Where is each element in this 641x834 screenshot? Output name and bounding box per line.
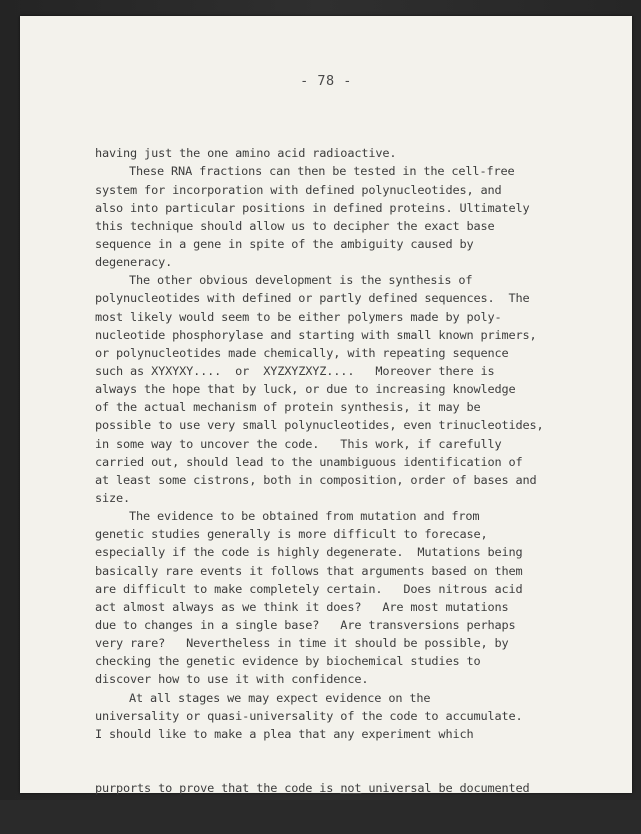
text-line: act almost always as we think it does? Are most mutations <box>95 599 509 614</box>
text-line: I should like to make a plea that any experiment which <box>95 726 474 741</box>
body-text <box>95 108 565 834</box>
text-line: this technique should allow us to decipher the exact base <box>95 218 495 233</box>
text-line: nucleotide phosphorylase and starting with small known primers, <box>95 327 537 342</box>
text-line: universality or quasi-universality of the code to accumulate. <box>95 708 523 723</box>
text-line: possible to use very small polynucleotides, even trinucleotides, <box>95 418 544 433</box>
text-line: These RNA fractions can then be tested in the cell-free <box>129 164 515 179</box>
text-line: carried out, should lead to the unambiguous identification of <box>95 454 523 469</box>
text-line: degeneracy. <box>95 255 173 270</box>
text-line: basically rare events it follows that arguments based on them <box>95 563 523 578</box>
text-line: also into particular positions in defined proteins. Ultimately <box>95 200 530 215</box>
text-line: At all stages we may expect evidence on the <box>129 690 431 705</box>
text-line: genetic studies generally is more difficult to forecase, <box>95 527 488 542</box>
text-line: of the actual mechanism of protein synthesis, it may be <box>95 400 481 415</box>
text-lines <box>95 144 565 743</box>
text-line: The other obvious development is the synthesis of <box>129 273 473 288</box>
text-line: at least some cistrons, both in composition, order of bases and <box>95 472 537 487</box>
text-line: most likely would seem to be either polymers made by poly- <box>95 309 502 324</box>
text-line: in some way to uncover the code. This work, if carefully <box>95 436 502 451</box>
text-line: size. <box>95 490 131 505</box>
text-line: having just the one amino acid radioactive. <box>95 146 397 161</box>
text-line: or polynucleotides made chemically, with repeating sequence <box>95 345 509 360</box>
text-line: especially if the code is highly degenerate. Mutations being <box>95 545 523 560</box>
underlined-word: not <box>340 781 362 796</box>
text-line: checking the genetic evidence by biochemical studies to <box>95 654 481 669</box>
text-line: system for incorporation with defined polynucleotides, and <box>95 182 502 197</box>
text-line: such as XYXYXY.... or XYZXYZXYZ.... Moreover there is <box>95 364 495 378</box>
text-line: always the hope that by luck, or due to increasing knowledge <box>95 382 516 397</box>
document-page <box>20 16 632 796</box>
page-number: - 78 - <box>300 73 352 89</box>
text-line-final <box>95 779 565 797</box>
text-line: very rare? Nevertheless in time it should be possible, by <box>95 636 509 651</box>
text-line: sequence in a gene in spite of the ambiguity caused by <box>95 237 474 252</box>
text-line: The evidence to be obtained from mutation and from <box>129 509 480 524</box>
text-line: polynucleotides with defined or partly defined sequences. The <box>95 291 530 306</box>
final-line-before: purports to prove that the code is <box>95 781 341 796</box>
text-line: discover how to use it with confidence. <box>95 672 369 687</box>
text-line: are difficult to make completely certain. Does nitrous acid <box>95 581 523 596</box>
text-line: due to changes in a single base? Are transversions perhaps <box>95 617 516 632</box>
final-line-after: universal be documented <box>361 781 530 796</box>
